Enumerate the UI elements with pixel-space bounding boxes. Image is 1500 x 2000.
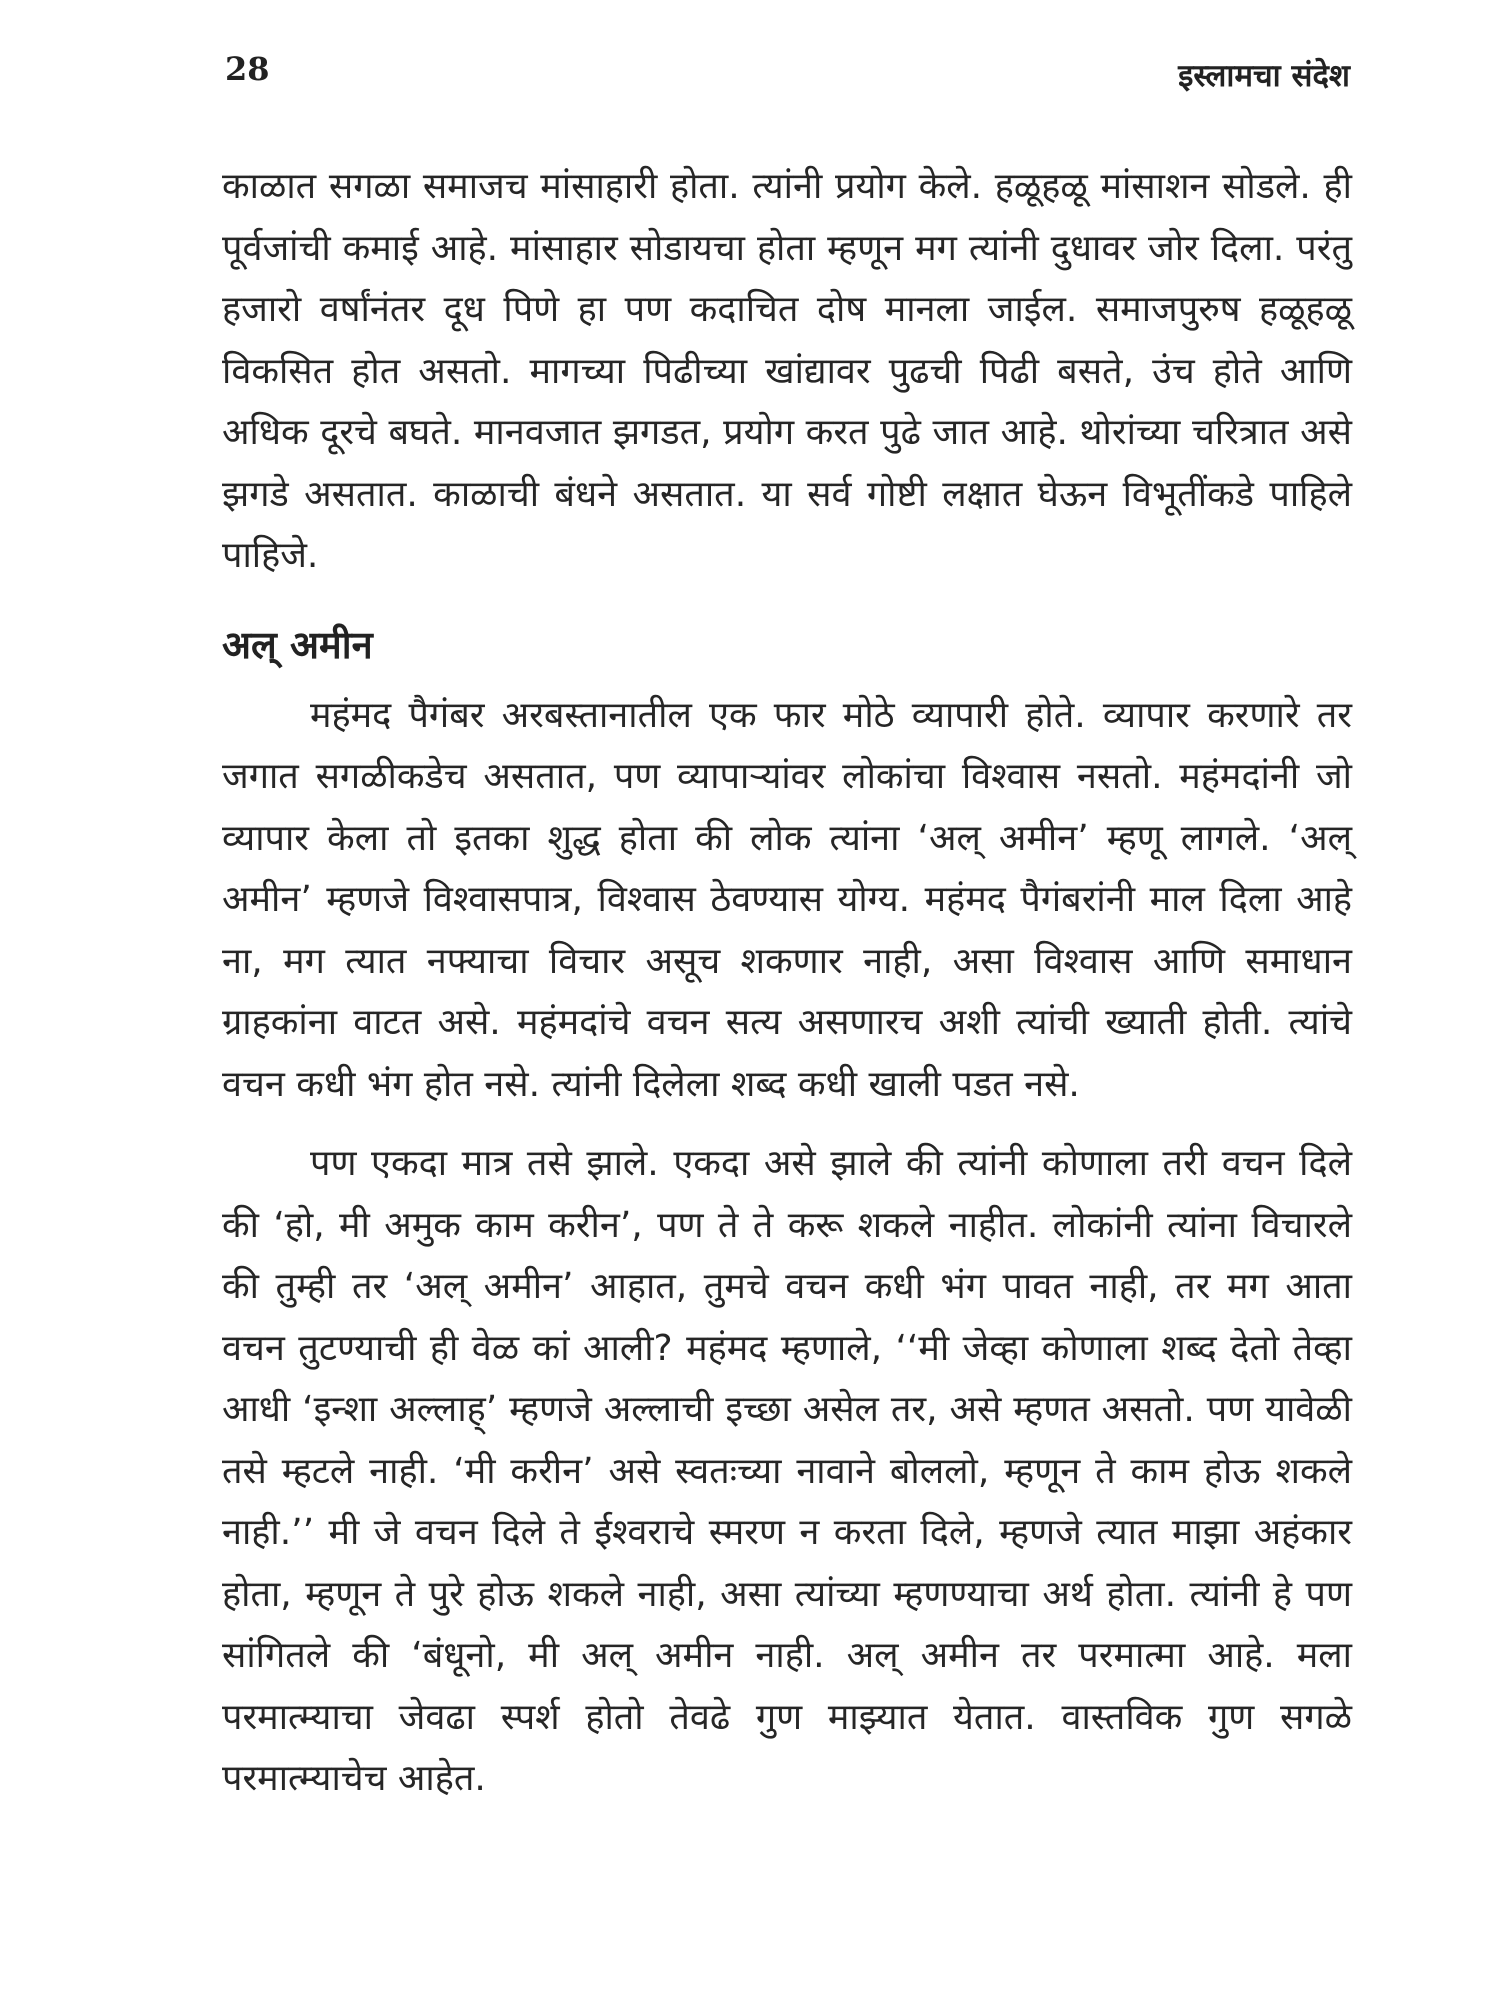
section-heading: अल् अमीन — [222, 622, 373, 667]
body-text — [222, 156, 1352, 1810]
paragraph-broken-promise: पण एकदा मात्र तसे झाले. एकदा असे झाले की त्यांनी कोणाला तरी वचन दिले की ‘हो, मी अमुक काम करीन’, पण ते ते करू शकले नाहीत. लोकांनी त्यांना विचारले की तुम्ही तर ‘अल् अमीन’ आहात, तुमचे वचन कधी भंग पावत नाही, तर मग आता वचन तुटण्याची ही वेळ कां आली? महंमद म्हणाले, ‘‘मी जेव्हा कोणाला शब्द देतो तेव्हा आधी ‘इन्शा अल्लाह्’ म्हणजे अल्लाची इच्छा असेल तर, असे म्हणत असतो. पण यावेळी तसे म्हटले नाही. ‘मी करीन’ असे स्वतःच्या नावाने बोललो, म्हणून ते काम होऊ शकले नाही.’’ मी जे वचन दिले ते ईश्वराचे स्मरण न करता दिले, म्हणजे त्यात माझा अहंकार होता, म्हणून ते पुरे होऊ शकले नाही, असा त्यांच्या म्हणण्याचा अर्थ होता. त्यांनी हे पण सांगितले की ‘बंधूनो, मी अल् अमीन नाही. अल् अमीन तर परमात्मा आहे. मला परमात्म्याचा जेवढा स्पर्श होतो तेवढे गुण माझ्यात येतात. वास्तविक गुण सगळे परमात्म्याचेच आहेत. — [222, 1143, 1352, 1799]
running-header — [225, 50, 1350, 100]
running-title: इस्लामचा संदेश — [1178, 58, 1350, 94]
paragraph-al-amin-intro: महंमद पैगंबर अरबस्तानातील एक फार मोठे व्यापारी होते. व्यापार करणारे तर जगात सगळीकडेच असतात, पण व्यापाऱ्यांवर लोकांचा विश्वास नसतो. महंमदांनी जो व्यापार केला तो इतका शुद्ध होता की लोक त्यांना ‘अल् अमीन’ म्हणू लागले. ‘अल् अमीन’ म्हणजे विश्वासपात्र, विश्वास ठेवण्यास योग्य. महंमद पैगंबरांनी माल दिला आहे ना, मग त्यात नफ्याचा विचार असूच शकणार नाही, असा विश्वास आणि समाधान ग्राहकांना वाटत असे. महंमदांचे वचन सत्य असणारच अशी त्यांची ख्याती होती. त्यांचे वचन कधी भंग होत नसे. त्यांनी दिलेला शब्द कधी खाली पडत नसे. — [222, 694, 1352, 1105]
paragraph-continued: काळात सगळा समाजच मांसाहारी होता. त्यांनी प्रयोग केले. हळूहळू मांसाशन सोडले. ही पूर्वजांची कमाई आहे. मांसाहार सोडायचा होता म्हणून मग त्यांनी दुधावर जोर दिला. परंतु हजारो वर्षांनंतर दूध पिणे हा पण कदाचित दोष मानला जाईल. समाजपुरुष हळूहळू विकसित होत असतो. मागच्या पिढीच्या खांद्यावर पुढची पिढी बसते, उंच होते आणि अधिक दूरचे बघते. मानवजात झगडत, प्रयोग करत पुढे जात आहे. थोरांच्या चरित्रात असे झगडे असतात. काळाची बंधने असतात. या सर्व गोष्टी लक्षात घेऊन विभूतींकडे पाहिले पाहिजे. — [222, 166, 1352, 576]
page-number: 28 — [225, 50, 270, 88]
